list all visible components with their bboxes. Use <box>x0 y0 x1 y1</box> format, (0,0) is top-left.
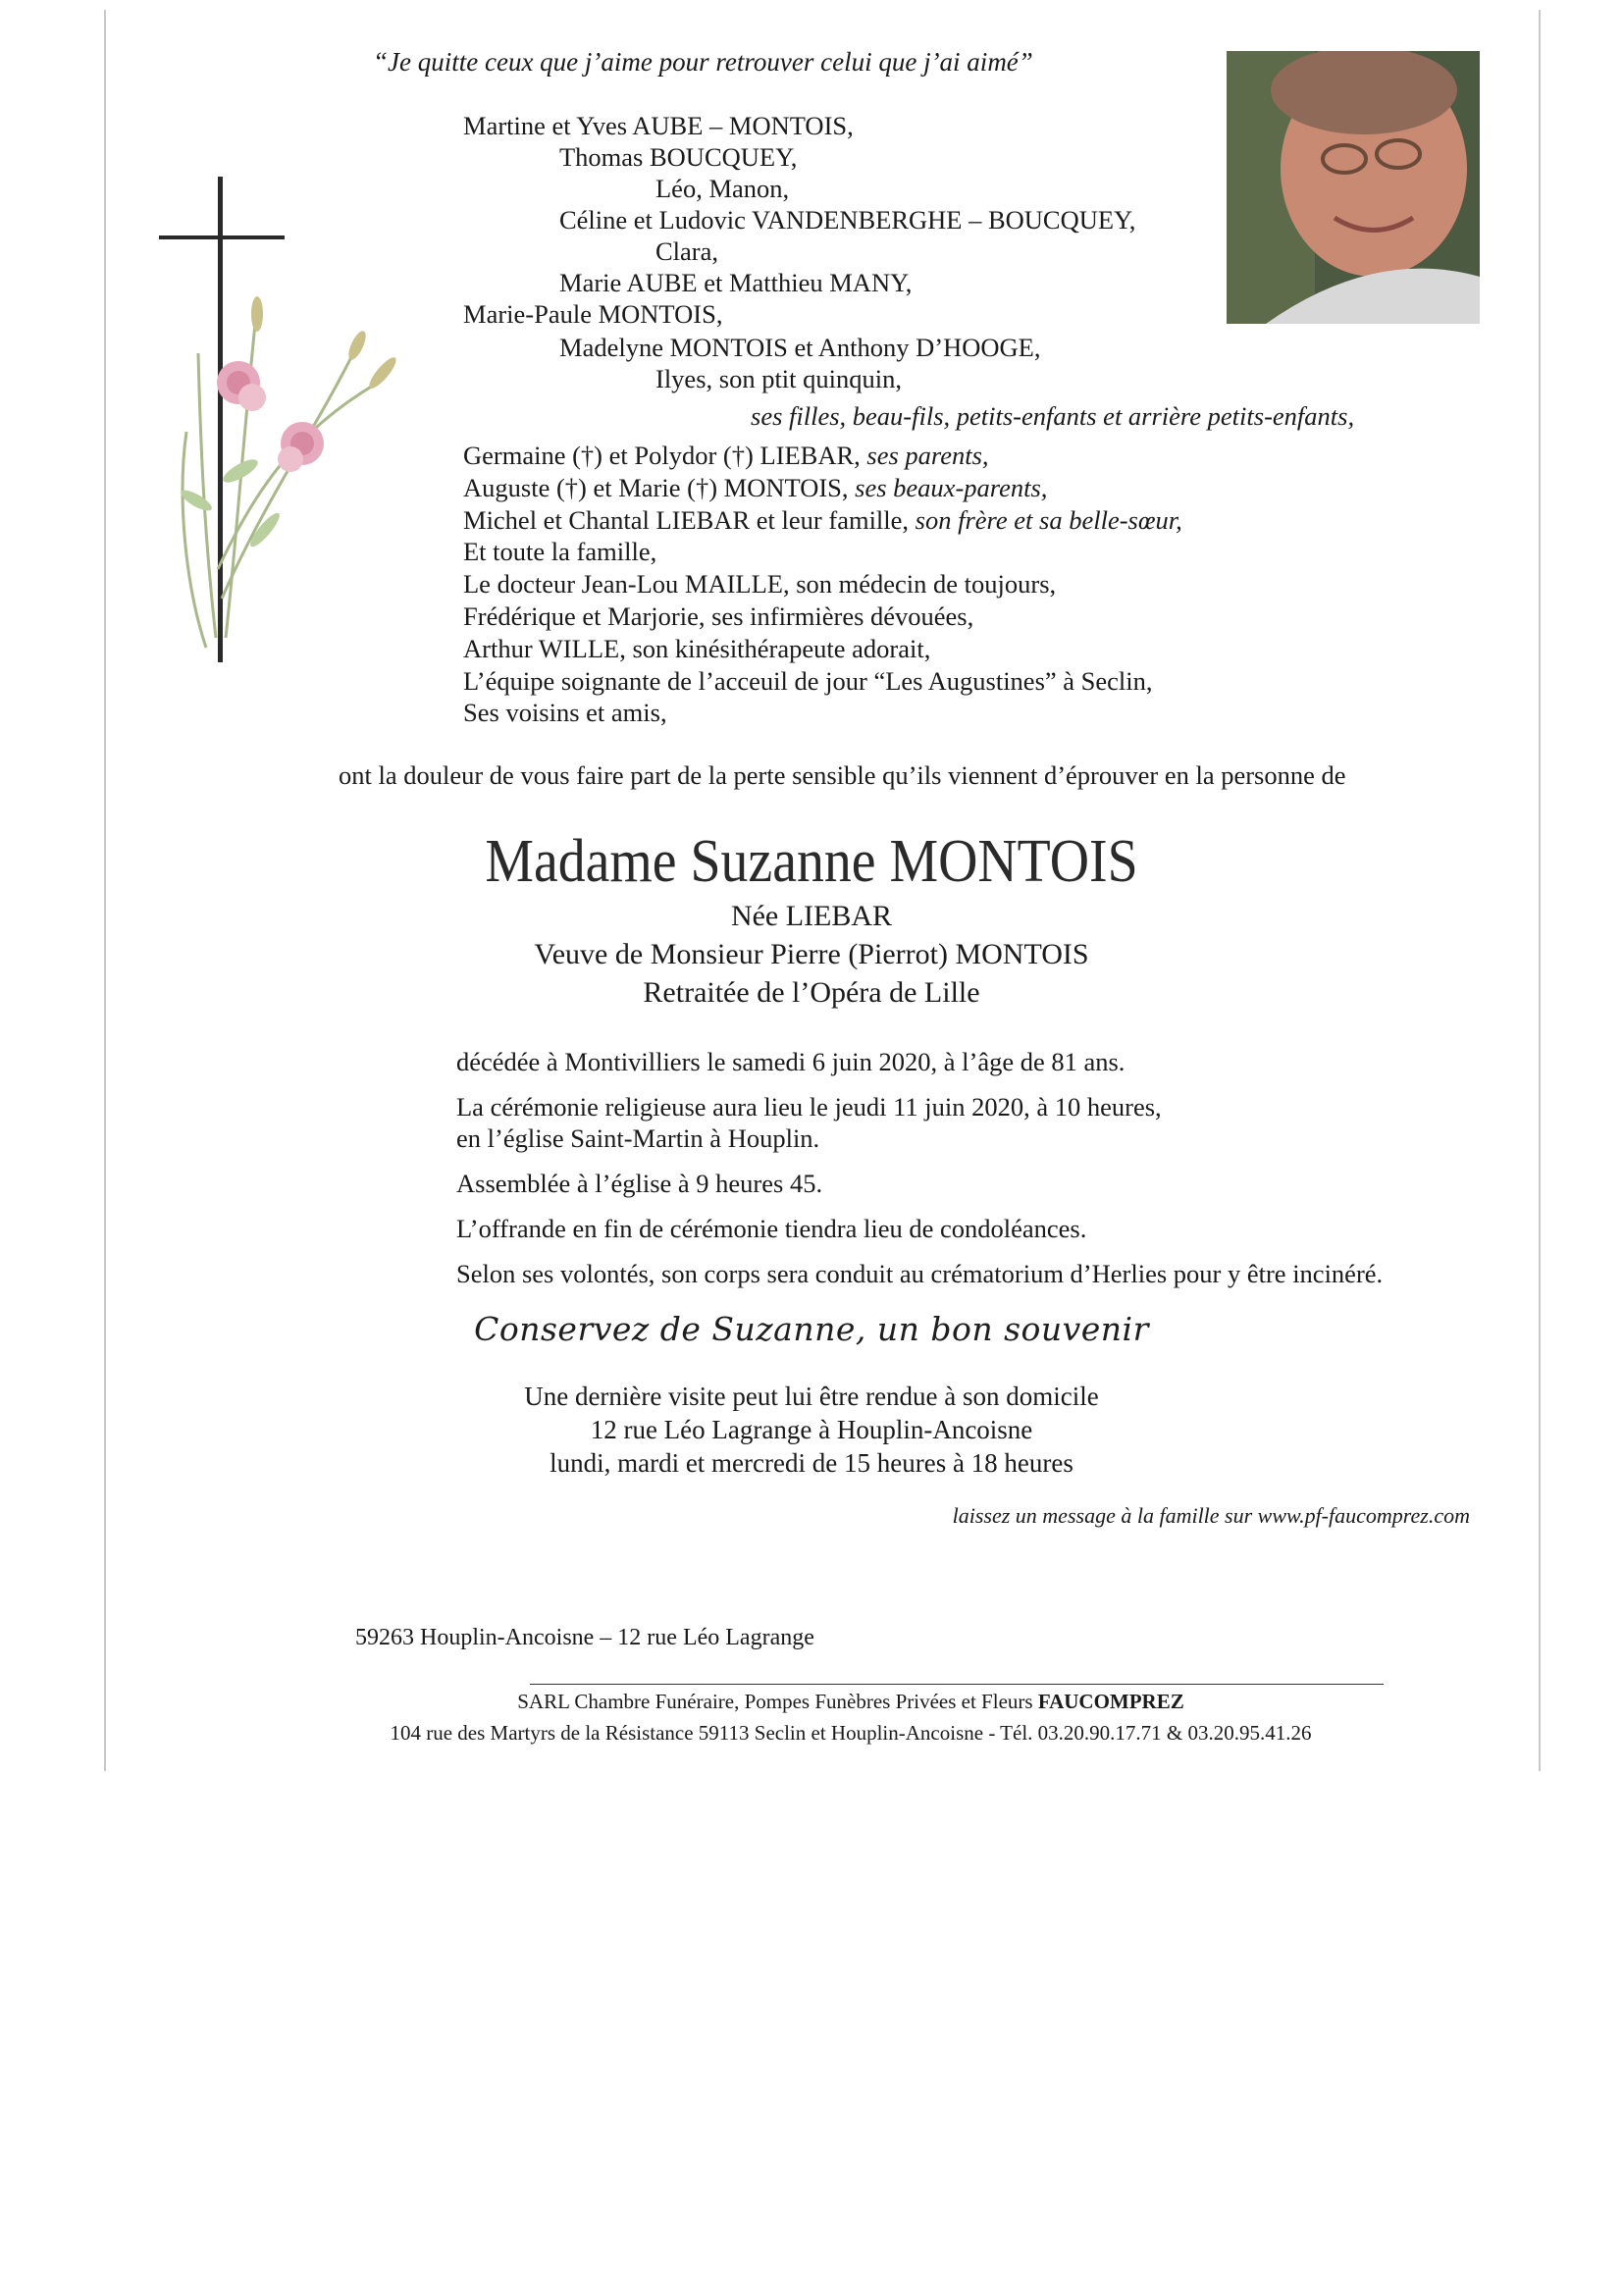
relation-role: son frère et sa belle-sœur, <box>915 505 1182 535</box>
funeral-home-brand: FAUCOMPREZ <box>1037 1690 1184 1713</box>
keepsake-message: Conservez de Suzanne, un bon souvenir <box>474 1310 1149 1348</box>
portrait-icon <box>1227 51 1480 324</box>
family-address: 59263 Houplin-Ancoisne – 12 rue Léo Lagrange <box>355 1625 814 1650</box>
family-line: Madelyne MONTOIS et Anthony D’HOOGE, <box>559 333 1041 362</box>
visit-line: 12 rue Léo Lagrange à Houplin-Ancoisne <box>590 1415 1033 1444</box>
visit-line: Une dernière visite peut lui être rendue à son domicile <box>524 1382 1099 1411</box>
relation-line <box>463 440 989 471</box>
relation-role: ses parents, <box>866 441 989 470</box>
epigraph-quote: “Je quitte ceux que j’aime pour retrouver celui que j’ai aimé” <box>373 47 1033 77</box>
cross-icon <box>159 177 285 662</box>
relation-line <box>463 536 656 567</box>
family-line: Ilyes, son ptit quinquin, <box>655 364 903 393</box>
relation-line <box>463 568 1056 600</box>
relation-line <box>463 472 1047 503</box>
relation-name: Arthur WILLE, son kinésithérapeute adorait, <box>463 634 931 663</box>
relation-name: Frédérique et Marjorie, ses infirmières dévouées, <box>463 601 974 631</box>
rose-icon <box>217 361 324 472</box>
family-line: Marie-Paule MONTOIS, <box>463 299 723 329</box>
occupation: Retraitée de l’Opéra de Lille <box>643 976 980 1009</box>
detail-line: La cérémonie religieuse aura lieu le jeudi 11 juin 2020, à 10 heures, <box>456 1092 1162 1122</box>
visit-line: lundi, mardi et mercredi de 15 heures à 18 heures <box>550 1448 1073 1478</box>
footer-divider <box>530 1684 1384 1685</box>
portrait-photo <box>1227 51 1480 324</box>
relation-name: Et toute la famille, <box>463 537 657 566</box>
relation-name: L’équipe soignante de l’acceuil de jour “Les Augustines” à Seclin, <box>463 666 1153 696</box>
funeral-home-contact: 104 rue des Martyrs de la Résistance 59113 Seclin et Houplin-Ancoisne - Tél. 03.20.90.17.71 & 03.20.95.41.26 <box>390 1721 1312 1745</box>
website-note: laissez un message à la famille sur www.pf-faucomprez.com <box>952 1503 1470 1528</box>
detail-line: Selon ses volontés, son corps sera conduit au crématorium d’Herlies pour y être incinéré. <box>456 1259 1384 1288</box>
relation-line <box>463 600 973 632</box>
family-line: Céline et Ludovic VANDENBERGHE – BOUCQUEY, <box>559 205 1136 235</box>
family-line: Thomas BOUCQUEY, <box>559 142 798 172</box>
leaves-icon <box>178 455 283 550</box>
relation-line <box>463 697 667 728</box>
deceased-name: Madame Suzanne MONTOIS <box>485 828 1138 895</box>
family-line: Clara, <box>655 236 719 266</box>
family-role: ses filles, beau-fils, petits-enfants et arrière petits-enfants, <box>751 401 1355 431</box>
widow-of: Veuve de Monsieur Pierre (Pierrot) MONTOIS <box>534 938 1089 970</box>
announcement: ont la douleur de vous faire part de la perte sensible qu’ils viennent d’éprouver en la personne de <box>339 760 1346 790</box>
relation-line <box>463 504 1182 536</box>
detail-line: Assemblée à l’église à 9 heures 45. <box>456 1169 823 1198</box>
relation-name: Michel et Chantal LIEBAR et leur famille, <box>463 505 916 535</box>
family-line: Marie AUBE et Matthieu MANY, <box>559 268 913 297</box>
relation-role: ses beaux-parents, <box>855 473 1048 502</box>
cross-flowers-illustration <box>147 177 422 677</box>
relation-name: Ses voisins et amis, <box>463 698 667 727</box>
family-line: Martine et Yves AUBE – MONTOIS, <box>463 111 854 140</box>
detail-line: décédée à Montivilliers le samedi 6 juin 2020, à l’âge de 81 ans. <box>456 1047 1126 1076</box>
maiden-name: Née LIEBAR <box>730 900 893 932</box>
relation-line <box>463 633 930 664</box>
relation-name: Auguste (†) et Marie (†) MONTOIS, <box>463 473 856 502</box>
relation-name: Le docteur Jean-Lou MAILLE, son médecin de toujours, <box>463 569 1057 599</box>
wheat-stems-icon <box>183 324 378 648</box>
funeral-home-line <box>0 1690 1623 1714</box>
funeral-home-services: SARL Chambre Funéraire, Pompes Funèbres Privées et Fleurs <box>517 1690 1038 1713</box>
relation-line <box>463 665 1153 697</box>
detail-line: en l’église Saint-Martin à Houplin. <box>456 1123 820 1153</box>
wheat-ears-icon <box>251 296 399 391</box>
family-line: Léo, Manon, <box>655 174 790 203</box>
relation-name: Germaine (†) et Polydor (†) LIEBAR, <box>463 441 867 470</box>
detail-line: L’offrande en fin de cérémonie tiendra lieu de condoléances. <box>456 1214 1087 1243</box>
